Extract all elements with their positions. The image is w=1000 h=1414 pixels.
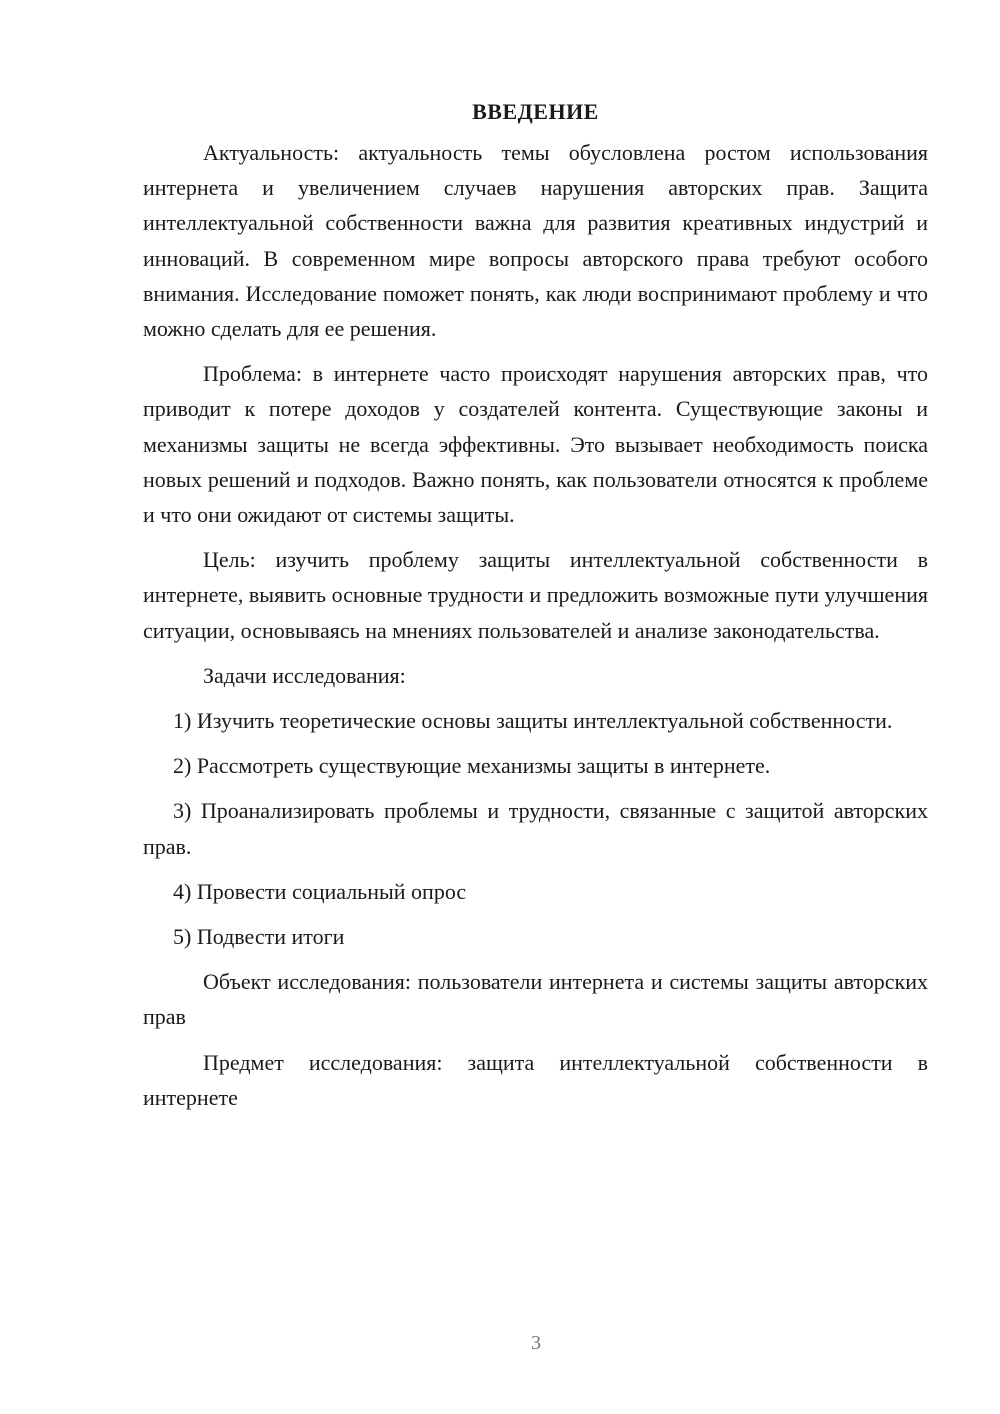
- task-item-5: 5) Подвести итоги: [173, 924, 345, 950]
- paragraph-problem: Проблема: в интернете часто происходят нарушения авторских прав, что приводит к потере доходов у создателей контента. Существующие законы и механизмы защиты не всегда эффективны. Это вызывает необходимость поиска новых решений и подходов. Важно понять, как пользователи относятся к проблеме и что они ожидают от системы защиты.: [143, 361, 928, 528]
- section-title: ВВЕДЕНИЕ: [472, 99, 599, 124]
- paragraph-goal: Цель: изучить проблему защиты интеллектуальной собственности в интернете, выявить основные трудности и предложить возможные пути улучшения ситуации, основываясь на мнениях пользователей и анализе законодательства.: [143, 547, 928, 643]
- task-item-1: 1) Изучить теоретические основы защиты интеллектуальной собственности.: [173, 708, 893, 734]
- page-content: [143, 94, 928, 1125]
- paragraph-relevance: Актуальность: актуальность темы обусловлена ростом использования интернета и увеличением случаев нарушения авторских прав. Защита интеллектуальной собственности важна для развития креативных индустрий и инноваций. В современном мире вопросы авторского права требуют особого внимания. Исследование поможет понять, как люди воспринимают проблему и что можно сделать для ее решения.: [143, 140, 928, 342]
- paragraph-tasks-heading: Задачи исследования:: [203, 662, 406, 688]
- page-number: 3: [531, 1332, 541, 1354]
- task-item-4: 4) Провести социальный опрос: [173, 878, 467, 904]
- task-item-2: 2) Рассмотреть существующие механизмы защиты в интернете.: [173, 753, 771, 779]
- paragraph-object: Объект исследования: пользователи интернета и системы защиты авторских прав: [143, 969, 928, 1030]
- paragraph-subject: Предмет исследования: защита интеллектуальной собственности в интернете: [143, 1049, 928, 1110]
- task-item-3: 3) Проанализировать проблемы и трудности, связанные с защитой авторских прав.: [143, 798, 928, 859]
